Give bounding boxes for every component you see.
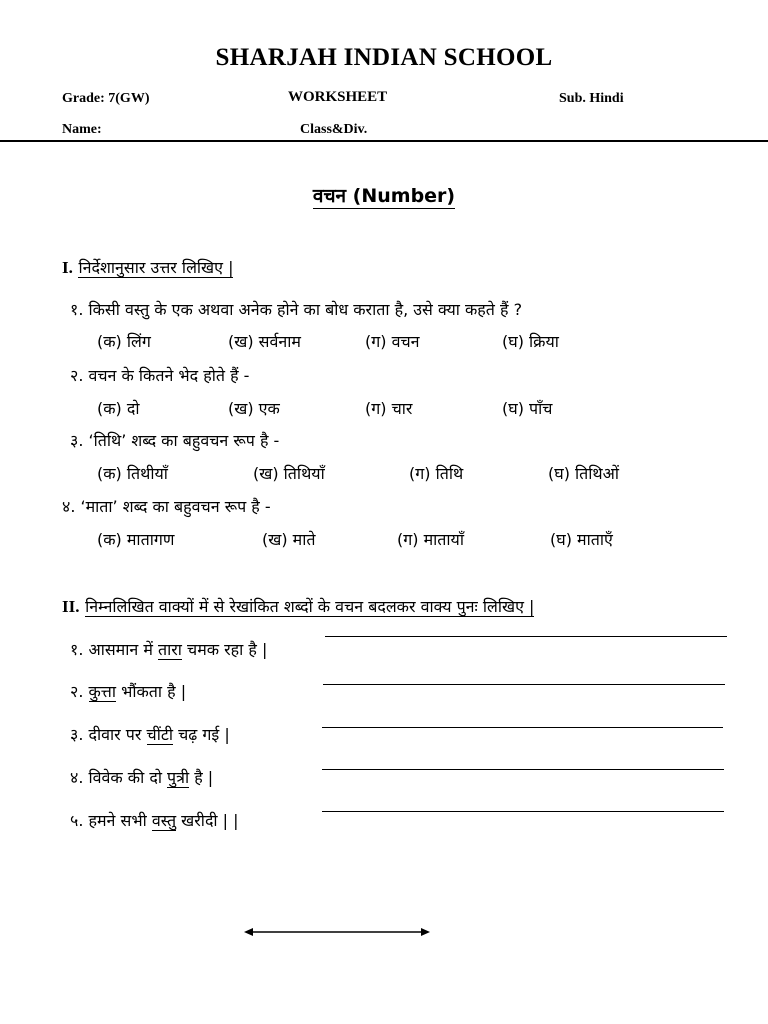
subject-label: Sub. Hindi: [559, 91, 624, 106]
q1-option-b: (ख) सर्वनाम: [228, 332, 301, 351]
q1-option-c: (ग) वचन: [365, 332, 420, 351]
q3-option-a: (क) तिथीयाँ: [97, 464, 168, 483]
q4-option-c: (ग) मातायाँ: [397, 530, 464, 549]
q4-option-a: (क) मातागण: [97, 530, 175, 549]
student-name-label: Name:: [62, 122, 102, 137]
q1-option-d: (घ) क्रिया: [502, 332, 559, 351]
section-2-number: II.: [62, 597, 80, 616]
q1-option-a: (क) लिंग: [97, 332, 151, 351]
double-arrow-icon: [244, 922, 430, 942]
section-1-instruction: निर्देशानुसार उत्तर लिखिए |: [78, 258, 234, 277]
answer-line-4[interactable]: [322, 769, 724, 770]
section-2-heading: [62, 595, 534, 617]
question-2: २. वचन के कितने भेद होते हैं -: [70, 366, 250, 385]
class-div-label: Class&Div.: [300, 122, 368, 137]
q3-option-c: (ग) तिथि: [409, 464, 464, 483]
sentence-5: ५. हमने सभी वस्तु खरीदी | |: [70, 811, 239, 830]
school-name: SHARJAH INDIAN SCHOOL: [215, 44, 553, 71]
q2-option-d: (घ) पाँच: [502, 399, 553, 418]
q4-option-b: (ख) माते: [262, 530, 316, 549]
q3-option-b: (ख) तिथियाँ: [253, 464, 325, 483]
q4-option-d: (घ) माताएँ: [550, 530, 613, 549]
header-divider: [0, 140, 768, 142]
answer-line-5[interactable]: [322, 811, 724, 812]
q2-option-a: (क) दो: [97, 399, 140, 418]
q3-option-d: (घ) तिथिओं: [548, 464, 620, 483]
underlined-word: कुत्ता: [88, 682, 116, 701]
question-4: ४. ‘माता’ शब्द का बहुवचन रूप है -: [62, 497, 271, 516]
sentence-4: ४. विवेक की दो पुत्री है |: [70, 768, 214, 787]
answer-line-2[interactable]: [323, 684, 725, 685]
sentence-3: ३. दीवार पर चींटी चढ़ गई |: [70, 725, 230, 744]
section-2-instruction: निम्नलिखित वाक्यों में से रेखांकित शब्दों के वचन बदलकर वाक्य पुनः लिखिए |: [85, 597, 535, 616]
underlined-word: तारा: [158, 640, 182, 659]
underlined-word: चींटी: [146, 725, 174, 744]
sentence-2: २. कुत्ता भौंकता है |: [70, 682, 187, 701]
question-1: १. किसी वस्तु के एक अथवा अनेक होने का बोध कराता है, उसे क्या कहते हैं ?: [70, 300, 523, 319]
q2-option-b: (ख) एक: [228, 399, 280, 418]
section-1-heading: [62, 256, 233, 278]
sentence-1: १. आसमान में तारा चमक रहा है |: [70, 640, 268, 659]
underlined-word: वस्तु: [151, 811, 177, 830]
section-1-number: I.: [62, 258, 73, 277]
worksheet-label: WORKSHEET: [288, 89, 388, 105]
grade-label: Grade: 7(GW): [62, 91, 150, 106]
page-title: वचन (Number): [312, 185, 456, 207]
q2-option-c: (ग) चार: [365, 399, 413, 418]
underlined-word: पुत्री: [167, 768, 190, 787]
answer-line-1[interactable]: [325, 636, 727, 637]
answer-line-3[interactable]: [322, 727, 723, 728]
question-3: ३. ‘तिथि’ शब्द का बहुवचन रूप है -: [70, 431, 280, 450]
